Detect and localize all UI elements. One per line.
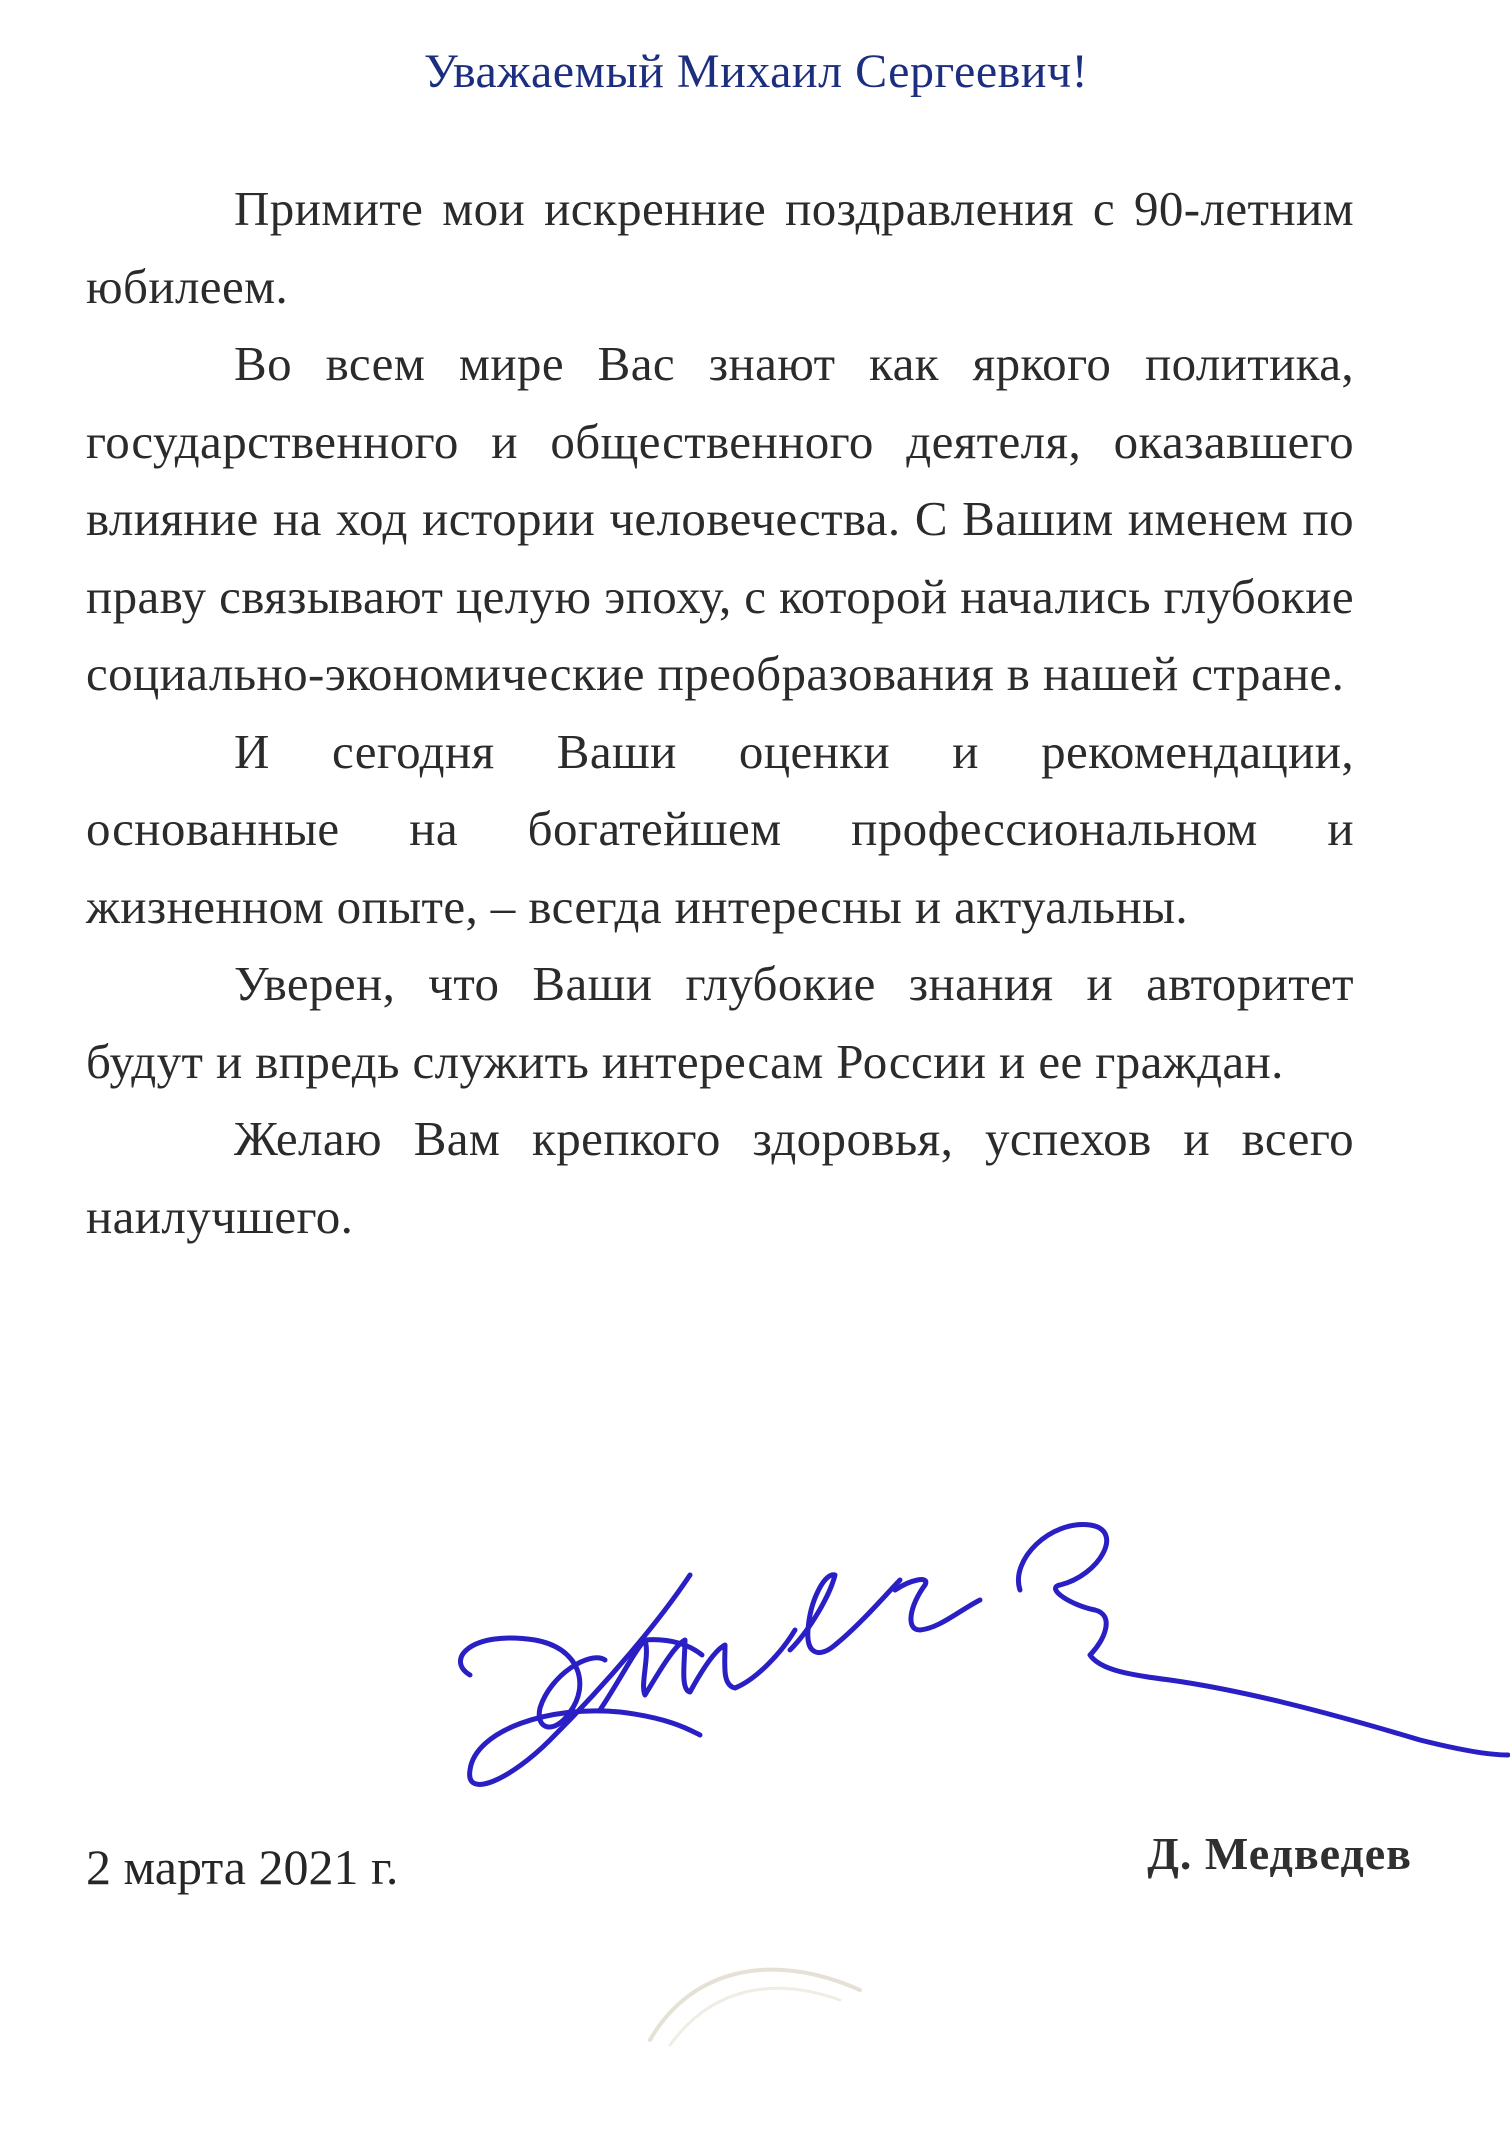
- letter-body: [86, 170, 1354, 1255]
- signer-name: Д. Медведев: [1147, 1828, 1412, 1879]
- letter-date: 2 марта 2021 г.: [86, 1839, 399, 1895]
- paragraph-confidence: Уверен, что Ваши глубокие знания и авторитет будут и впредь служить интересам России и ее граждан.: [86, 956, 1354, 1089]
- salutation: Уважаемый Михаил Сергеевич!: [423, 45, 1089, 98]
- handwritten-signature-icon: [440, 1480, 1510, 1810]
- paragraph-recommendations: И сегодня Ваши оценки и рекомендации, основанные на богатейшем профессиональном и жизненном опыте, – всегда интересны и актуальны.: [86, 723, 1354, 934]
- paragraph-congratulations: Примите мои искренние поздравления с 90-летним юбилеем.: [86, 181, 1354, 314]
- paragraph-legacy: Во всем мире Вас знают как яркого политика, государственного и общественного деятеля, оказавшего влияние на ход истории человечества. С Вашим именем по праву связывают целую эпоху, с которой начались глубокие социально-экономические преобразования в нашей стране.: [86, 336, 1354, 701]
- paper-crease-mark: [640, 1930, 880, 2050]
- paragraph-wishes: Желаю Вам крепкого здоровья, успехов и всего наилучшего.: [86, 1111, 1354, 1244]
